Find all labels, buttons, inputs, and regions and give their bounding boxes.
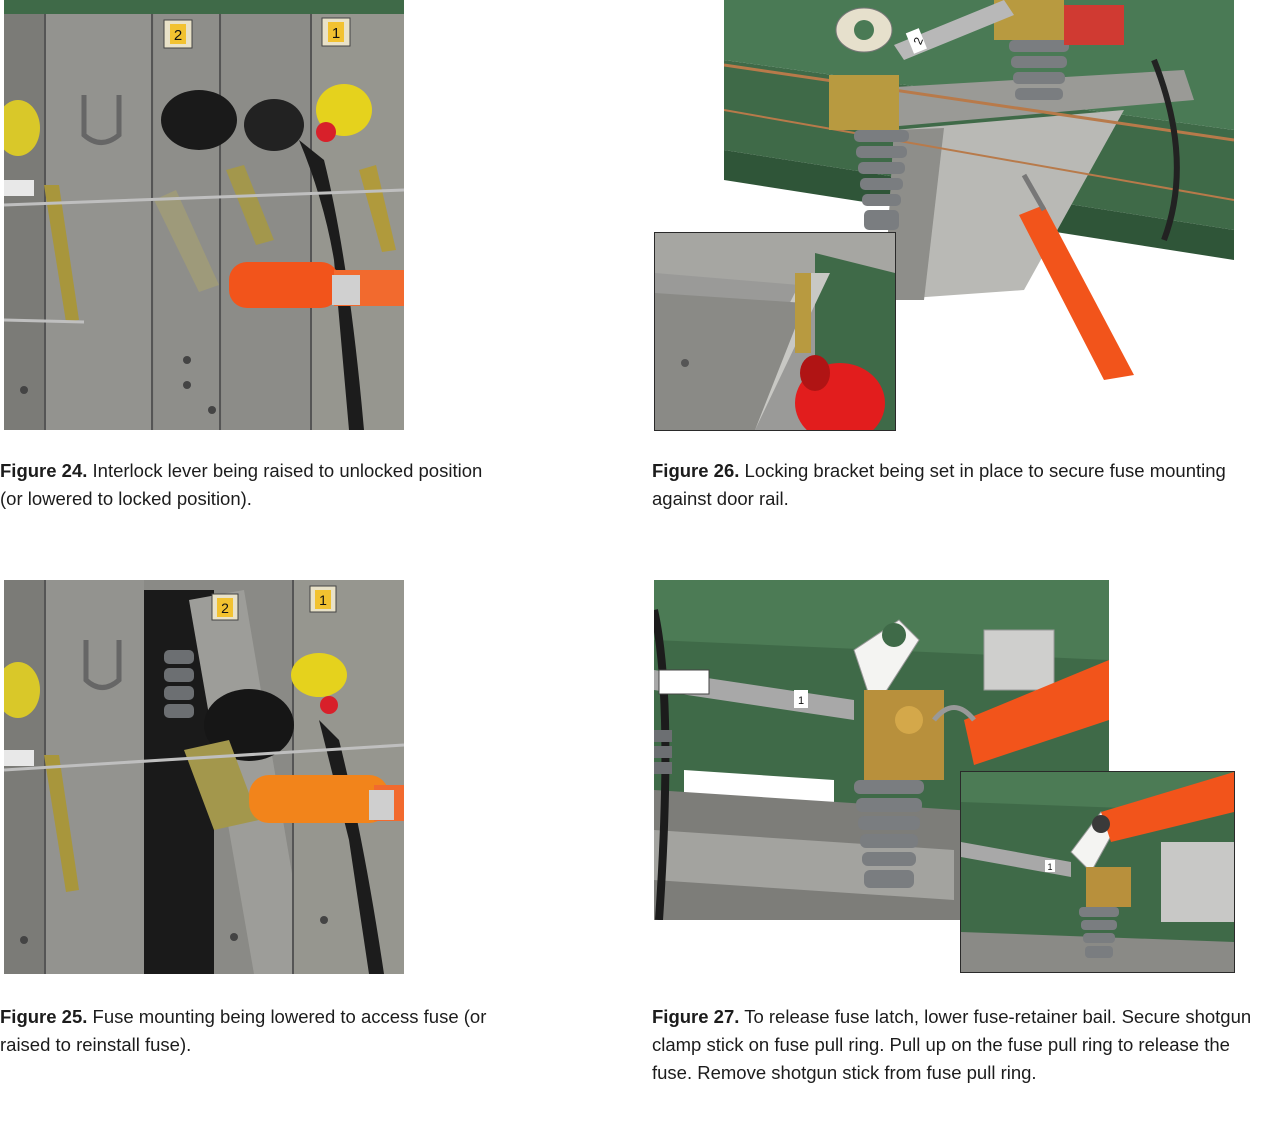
figure-27-inset-illustration [961, 772, 1234, 972]
label-1-text: 1 [319, 592, 327, 608]
figure-25-number: Figure 25. [0, 1006, 88, 1027]
figure-24-text: Interlock lever being raised to unlocked position (or lowered to locked position). [0, 460, 483, 509]
figure-24-illustration [4, 0, 404, 430]
fuse-label-1-text: 1 [797, 695, 805, 707]
label-2-text: 2 [221, 600, 229, 616]
figure-27-inset-photo [960, 771, 1235, 973]
figure-25-caption [0, 1003, 490, 1059]
figure-27-caption [652, 1003, 1252, 1087]
figure-25-text: Fuse mounting being lowered to access fuse (or raised to reinstall fuse). [0, 1006, 487, 1055]
figure-26-text: Locking bracket being set in place to secure fuse mounting against door rail. [652, 460, 1226, 509]
figure-25-photo [4, 580, 404, 974]
figure-24-photo [4, 0, 404, 430]
figure-26-caption [652, 457, 1242, 513]
fuse-label-1-text: 1 [1047, 862, 1053, 872]
figure-24-number: Figure 24. [0, 460, 88, 481]
label-1-text: 1 [331, 25, 341, 42]
fuse-label-2-text: 2 [910, 35, 926, 47]
figure-26-number: Figure 26. [652, 460, 740, 481]
figure-26-inset-photo [654, 232, 896, 431]
figure-27-number: Figure 27. [652, 1006, 740, 1027]
figure-24-caption [0, 457, 490, 513]
label-2-text: 2 [173, 27, 183, 44]
figure-25-illustration [4, 580, 404, 974]
figure-26-inset-illustration [655, 233, 895, 430]
figure-27-text: To release fuse latch, lower fuse-retainer bail. Secure shotgun clamp stick on fuse pull ring. Pull up on the fuse pull ring to release the fuse. Remove shotgun stick from fuse pull ring. [652, 1006, 1252, 1083]
